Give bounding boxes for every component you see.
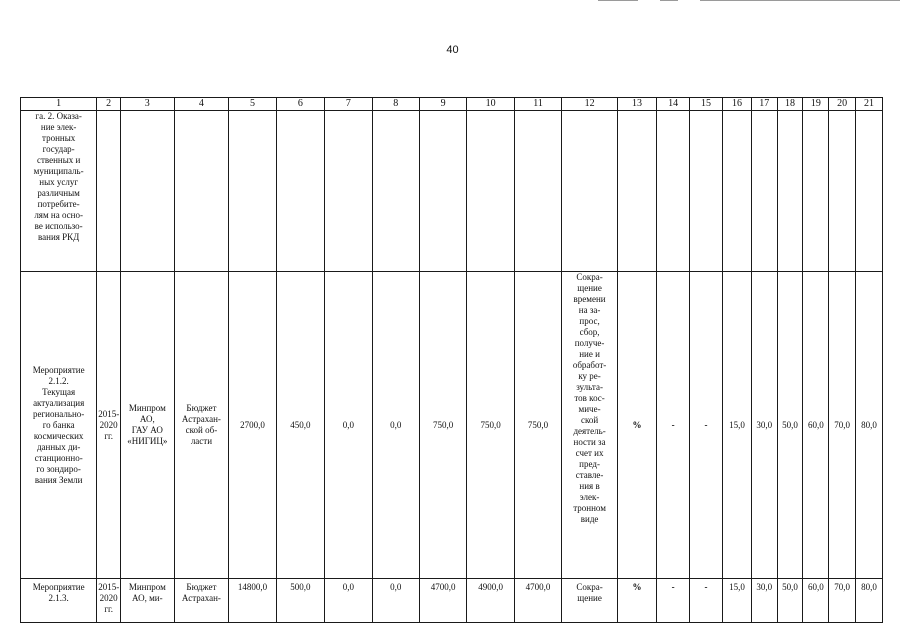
table-cell [751,111,777,272]
table-cell [777,111,803,272]
total-cell: 2700,0 [229,272,276,579]
year-value-cell: 4700,0 [514,579,561,623]
column-number: 21 [856,98,883,111]
executor-cell: Минпром АО, ГАУ АО «НИГИЦ» [121,272,175,579]
column-number: 11 [514,98,561,111]
year-value-cell: 750,0 [419,272,466,579]
column-number: 2 [97,98,121,111]
column-number: 7 [325,98,372,111]
table-cell [856,111,883,272]
funding-source-cell: Бюджет Астрахан- [174,579,229,623]
table-row [21,111,883,272]
table-cell [617,111,656,272]
column-number: 18 [777,98,803,111]
total-cell: 14800,0 [229,579,276,623]
column-number: 1 [21,98,97,111]
table-header-row [21,98,883,111]
indicator-value-cell: 50,0 [777,579,803,623]
indicator-value-cell: 15,0 [723,579,752,623]
year-value-cell: 750,0 [467,272,514,579]
table-cell [419,111,466,272]
year-value-cell: 750,0 [514,272,561,579]
indicator-value-cell: 60,0 [803,579,829,623]
year-value-cell: 500,0 [276,579,324,623]
indicator-value-cell: - [690,579,723,623]
indicator-value-cell: - [690,272,723,579]
table-cell [723,111,752,272]
column-number: 8 [372,98,419,111]
indicator-value-cell: 15,0 [723,272,752,579]
task-name-cell [21,111,97,272]
column-number: 5 [229,98,276,111]
indicator-value-cell: 80,0 [856,272,883,579]
column-number: 3 [121,98,175,111]
year-value-cell: 450,0 [276,272,324,579]
column-number: 13 [617,98,656,111]
table-cell [372,111,419,272]
table-cell [829,111,856,272]
table-cell [803,111,829,272]
year-value-cell: 0,0 [372,272,419,579]
year-value-cell: 0,0 [325,579,372,623]
year-value-cell: 4700,0 [419,579,466,623]
indicator-value-cell: 70,0 [829,272,856,579]
column-number: 20 [829,98,856,111]
year-value-cell: 0,0 [325,272,372,579]
column-number: 19 [803,98,829,111]
scan-edge-mark [700,0,900,1]
column-number: 16 [723,98,752,111]
column-number: 6 [276,98,324,111]
column-number: 9 [419,98,466,111]
indicator-value-cell: 30,0 [751,272,777,579]
column-number: 14 [657,98,690,111]
column-number: 4 [174,98,229,111]
indicator-value-cell: - [657,579,690,623]
table-row [21,272,883,579]
indicator-value-cell: 70,0 [829,579,856,623]
indicator-description-cell: Сокра- щение времени на за- прос, сбор, получе- ние и обработ- ку ре- зульта- тов кос- миче- ской деятель- ности за счет их пред- ставле- ния в элек- тронном виде [562,272,618,579]
executor-cell: Минпром АО, ми- [121,579,175,623]
indicator-value-cell: 50,0 [777,272,803,579]
period-cell: 2015- 2020 гг. [97,272,121,579]
table-cell [276,111,324,272]
indicator-description-cell: Сокра- щение [562,579,618,623]
column-number: 17 [751,98,777,111]
activity-name-cell: Мероприятие 2.1.3. [21,579,97,623]
table-cell [657,111,690,272]
unit-cell: % [617,272,656,579]
year-value-cell: 4900,0 [467,579,514,623]
table-cell [467,111,514,272]
funding-source-cell: Бюджет Астрахан- ской об- ласти [174,272,229,579]
indicator-value-cell: 80,0 [856,579,883,623]
unit-cell: % [617,579,656,623]
scan-edge-mark [598,0,638,1]
task-name-text: га. 2. Оказа- ние элек- тронных государ- ственных и муниципаль- ных услуг различным потребите- лям на осно- ве использо- вания РКД [33,111,84,242]
indicator-value-cell: 30,0 [751,579,777,623]
period-cell: 2015- 2020 гг. [97,579,121,623]
activity-name-cell: Мероприятие 2.1.2. Текущая актуализация регионально- го банка космических данных ди- станционно- го зондиро- вания Земли [21,272,97,579]
table-cell [121,111,175,272]
scan-edge-mark [660,0,678,1]
program-table [20,97,883,623]
table-row [21,579,883,623]
column-number: 15 [690,98,723,111]
table-cell [562,111,618,272]
year-value-cell: 0,0 [372,579,419,623]
column-number: 12 [562,98,618,111]
column-number: 10 [467,98,514,111]
table-cell [174,111,229,272]
table-cell [229,111,276,272]
page-number: 40 [446,44,459,56]
table-cell [325,111,372,272]
table-cell [690,111,723,272]
indicator-value-cell: - [657,272,690,579]
table-cell [514,111,561,272]
table-cell [97,111,121,272]
indicator-value-cell: 60,0 [803,272,829,579]
